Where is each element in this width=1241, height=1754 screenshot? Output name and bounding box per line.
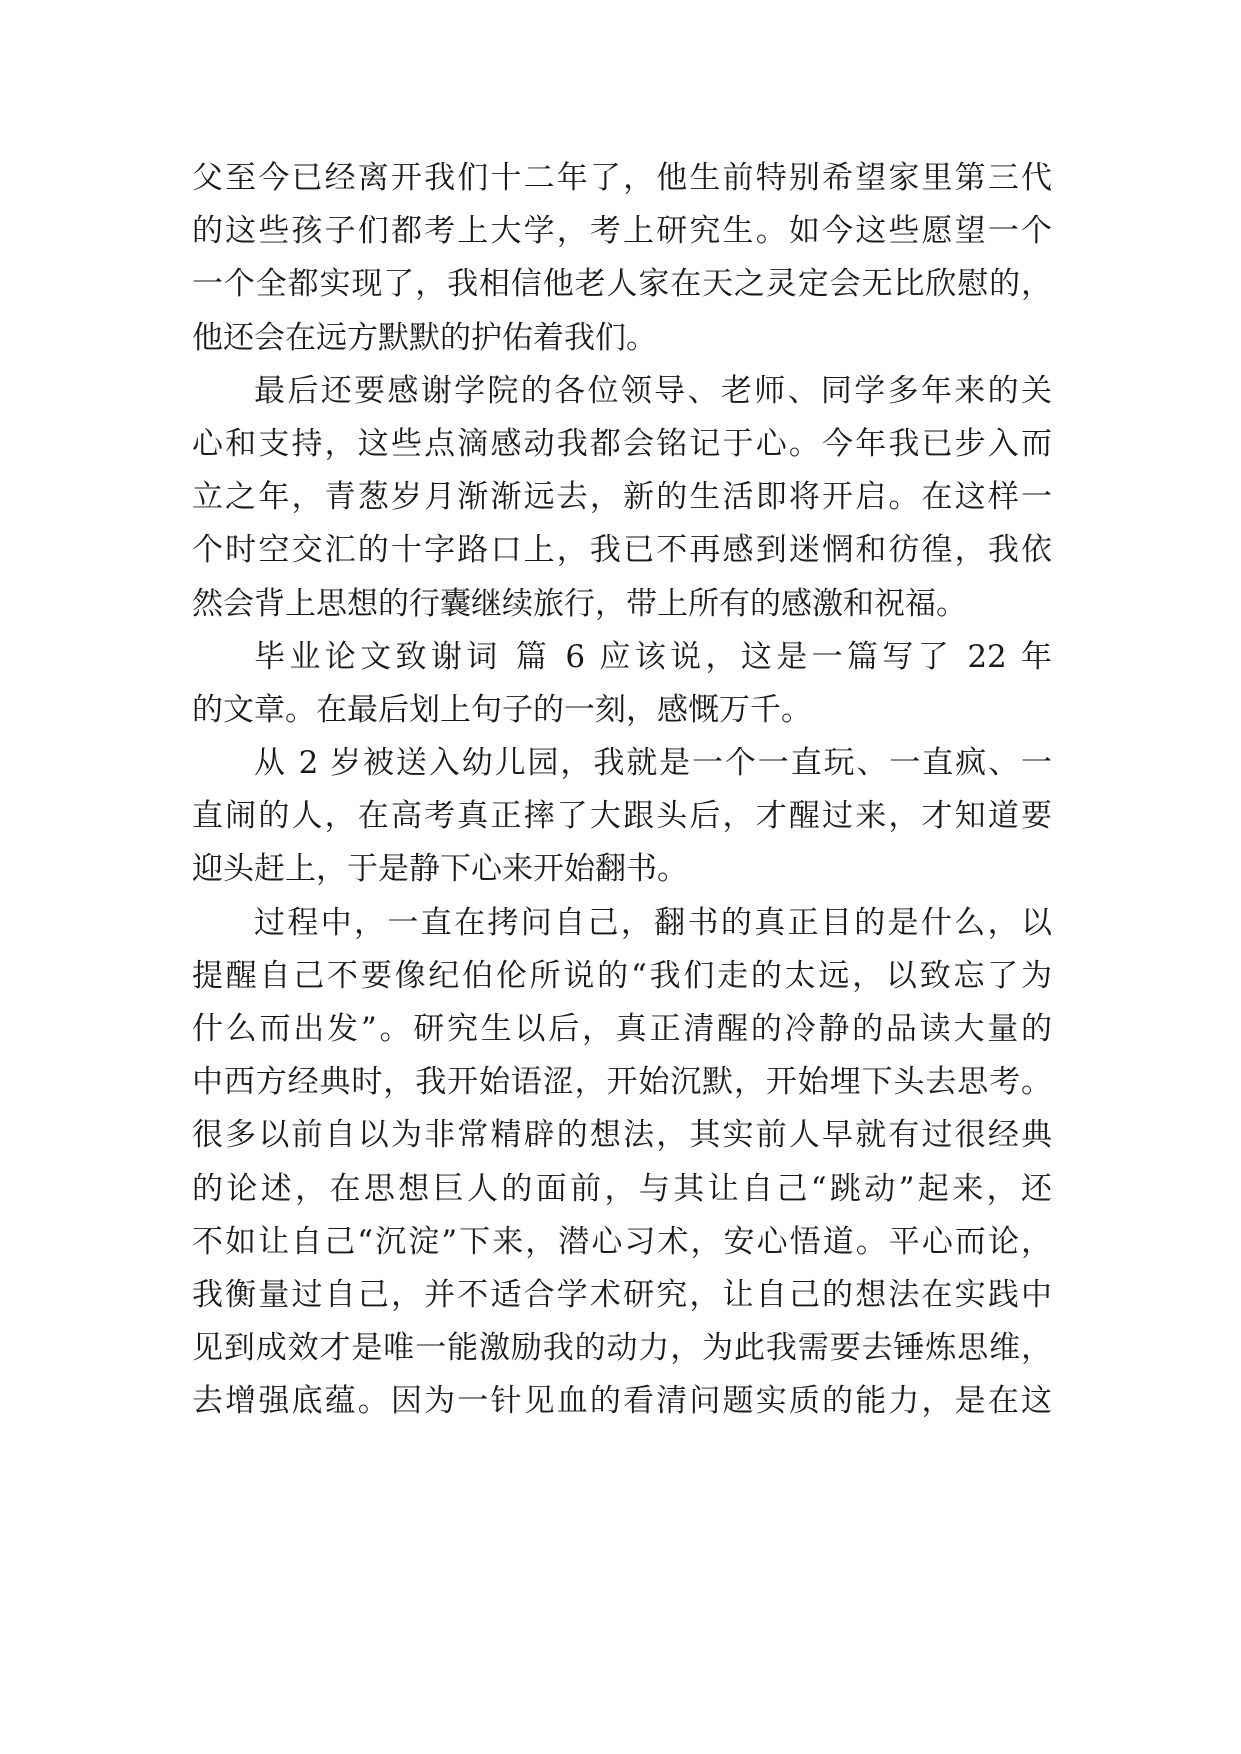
text-line: 一个全都实现了，我相信他老人家在天之灵定会无比欣慰的， xyxy=(192,266,1052,303)
text-line: 迎头赶上，于是静下心来开始翻书。 xyxy=(192,851,688,888)
text-line: 提醒自己不要像纪伯伦所说的“我们走的太远，以致忘了为 xyxy=(192,957,1052,994)
text-line: 然会背上思想的行囊继续旅行，带上所有的感激和祝福。 xyxy=(192,585,967,622)
text-line: 心和支持，这些点滴感动我都会铭记于心。今年我已步入而 xyxy=(192,425,1052,462)
text-line: 什么而出发”。研究生以后，真正清醒的冷静的品读大量的 xyxy=(192,1011,1052,1047)
text-line: 的这些孩子们都考上大学，考上研究生。如今这些愿望一个 xyxy=(192,213,1052,250)
paragraph xyxy=(192,160,1052,373)
text-line: 毕业论文致谢词 篇 6 应该说，这是一篇写了 22 年 xyxy=(254,638,1052,675)
text-line: 我衡量过自己，并不适合学术研究，让自己的想法在实践中 xyxy=(192,1276,1052,1313)
text-line: 去增强底蕴。因为一针见血的看清问题实质的能力，是在这 xyxy=(192,1383,1052,1420)
text-line: 见到成效才是唯一能激励我的动力，为此我需要去锤炼思维， xyxy=(192,1330,1052,1367)
text-line: 不如让自己“沉淀”下来，潜心习术，安心悟道。平心而论， xyxy=(192,1223,1052,1260)
text-line: 中西方经典时，我开始语涩，开始沉默，开始埋下头去思考。 xyxy=(192,1064,1052,1101)
document-body xyxy=(192,160,1052,1437)
text-line: 直闹的人，在高考真正摔了大跟头后，才醒过来，才知道要 xyxy=(192,798,1052,835)
text-line: 从 2 岁被送入幼儿园，我就是一个一直玩、一直疯、一 xyxy=(254,745,1052,782)
paragraph xyxy=(192,905,1052,1437)
text-line: 他还会在远方默默的护佑着我们。 xyxy=(192,319,657,356)
paragraph xyxy=(192,745,1052,905)
text-line: 立之年，青葱岁月渐渐远去，新的生活即将开启。在这样一 xyxy=(192,479,1052,516)
text-line: 过程中，一直在拷问自己，翻书的真正目的是什么，以 xyxy=(254,904,1052,941)
paragraph xyxy=(192,373,1052,639)
text-line: 父至今已经离开我们十二年了，他生前特别希望家里第三代 xyxy=(192,160,1052,196)
paragraph xyxy=(192,639,1052,745)
text-line: 很多以前自以为非常精辟的想法，其实前人早就有过很经典 xyxy=(192,1117,1052,1154)
text-line: 的论述，在思想巨人的面前，与其让自己“跳动”起来，还 xyxy=(192,1170,1052,1207)
text-line: 最后还要感谢学院的各位领导、老师、同学多年来的关 xyxy=(254,372,1052,409)
text-line: 个时空交汇的十字路口上，我已不再感到迷惘和彷徨，我依 xyxy=(192,532,1052,569)
text-line: 的文章。在最后划上句子的一刻，感慨万千。 xyxy=(192,691,812,728)
